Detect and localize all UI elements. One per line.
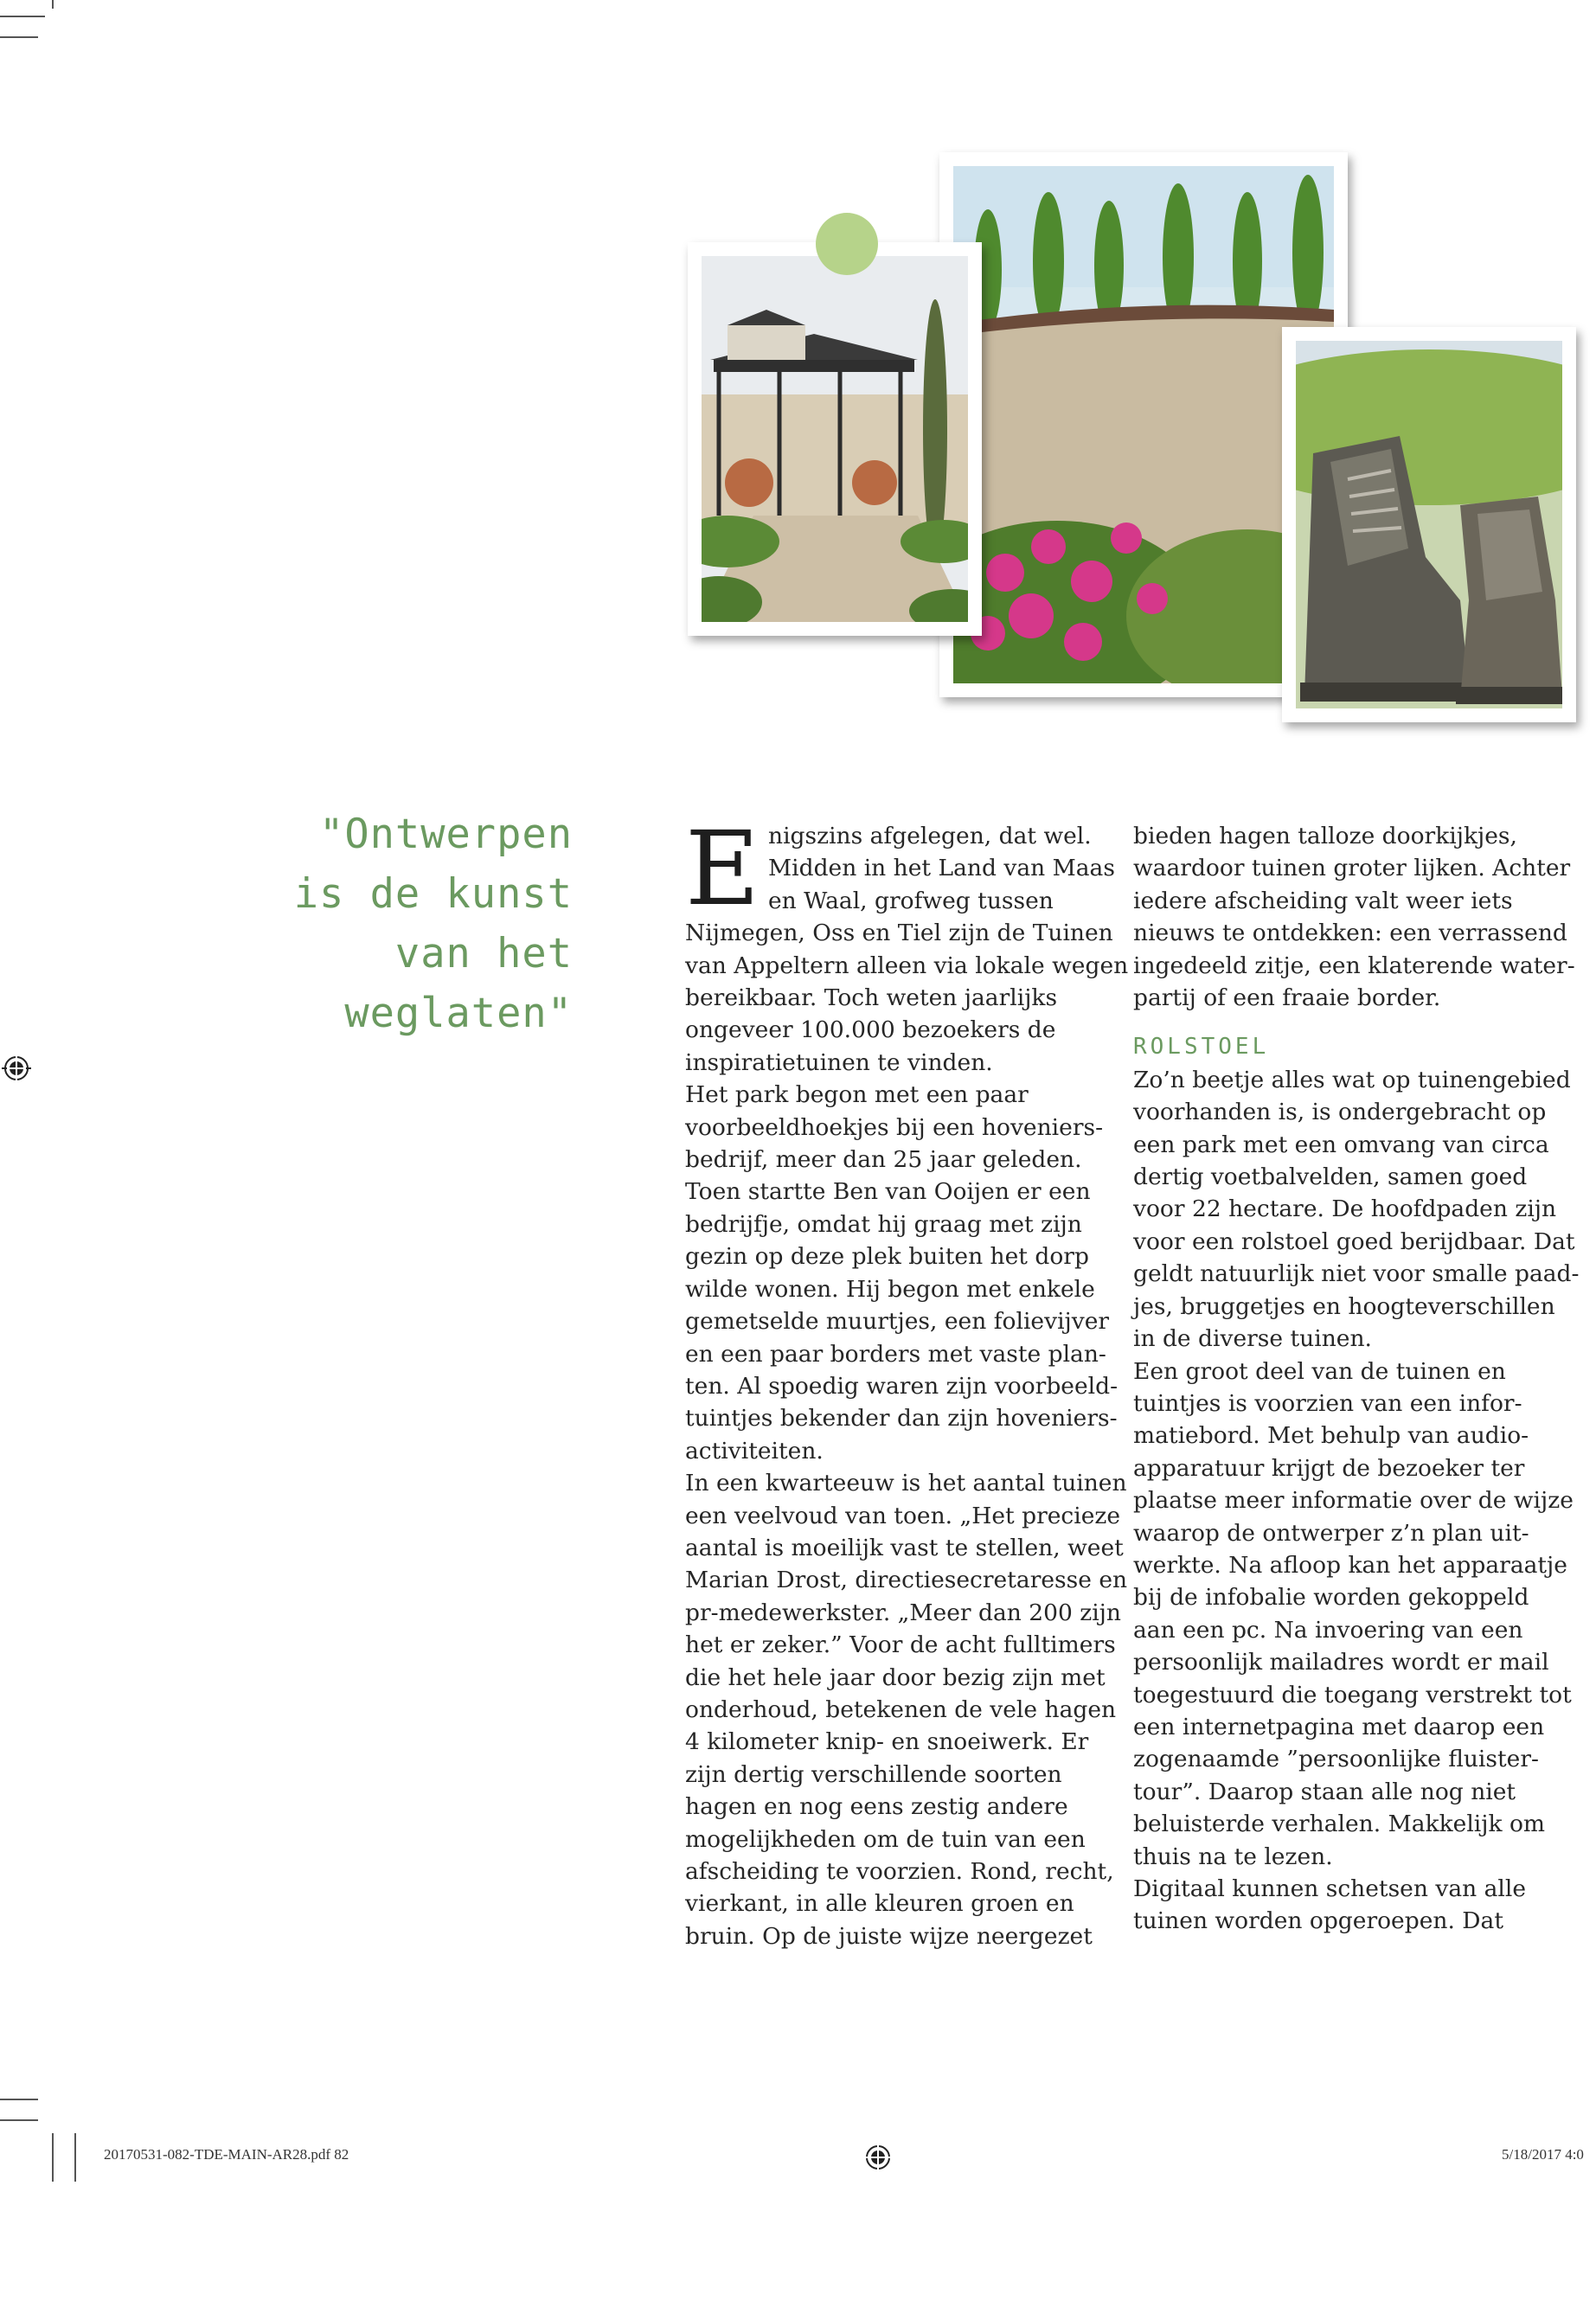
text-line: bieden hagen talloze doorkijkjes, — [1133, 823, 1517, 849]
text-line: ingedeeld zitje, een klaterende water- — [1133, 952, 1575, 979]
text-line: jes, bruggetjes en hoogteverschillen — [1133, 1292, 1555, 1320]
text-line: in de diverse tuinen. — [1133, 1325, 1372, 1353]
text-line: inspiratietuinen te vinden. — [685, 1048, 993, 1076]
text-line: Toen startte Ben van Ooijen er een — [685, 1178, 1091, 1206]
text-line: bruin. Op de juiste wijze neergezet — [685, 1922, 1093, 1950]
article-column-2 — [1133, 820, 1580, 1938]
text-line: Digitaal kunnen schetsen van alle — [1133, 1875, 1527, 1902]
text-line: werkte. Na afloop kan het apparaatje — [1133, 1551, 1567, 1579]
text-line: plaatse meer informatie over de wijze — [1133, 1487, 1574, 1515]
text-line: voorhanden is, is ondergebracht op — [1133, 1099, 1547, 1126]
article-column-1 — [685, 820, 1129, 1952]
text-line: vierkant, in alle kleuren groen en — [685, 1890, 1074, 1918]
text-line: tuinen worden opgeroepen. Dat — [1133, 1907, 1503, 1935]
text-line: aantal is moeilijk vast te stellen, weet — [685, 1534, 1124, 1561]
text-line: een veelvoud van toen. „Het precieze — [685, 1502, 1121, 1529]
hiking-boots-photo — [1282, 327, 1576, 722]
text-line: gemetselde muurtjes, een folievijver — [685, 1308, 1110, 1336]
text-line: een internetpagina met daarop een — [1133, 1713, 1545, 1740]
text-line: ongeveer 100.000 bezoekers de — [685, 1016, 1056, 1044]
pull-quote-line: "Ontwerpen — [319, 811, 573, 858]
text-line: activiteiten. — [685, 1437, 824, 1465]
text-line: Marian Drost, directiesecretaresse en — [685, 1567, 1128, 1594]
footer-filename: 20170531-082-TDE-MAIN-AR28.pdf 82 — [104, 2146, 349, 2163]
text-line: bereikbaar. Toch weten jaarlijks — [685, 984, 1058, 1012]
text-line: persoonlijk mailadres wordt er mail — [1133, 1649, 1549, 1676]
garden-pavilion-photo — [688, 242, 982, 636]
text-line: aan een pc. Na invoering van een — [1133, 1616, 1523, 1644]
text-line: Midden in het Land van Maas — [768, 855, 1115, 882]
text-line: zogenaamde ”persoonlijke fluister- — [1133, 1746, 1539, 1773]
text-line: van Appeltern alleen via lokale wegen — [685, 952, 1129, 979]
text-line: dertig voetbalvelden, samen goed — [1133, 1163, 1528, 1191]
text-line: Een groot deel van de tuinen en — [1133, 1357, 1506, 1385]
text-line: afscheiding te voorzien. Rond, recht, — [685, 1858, 1114, 1885]
text-line: voor een rolstoel goed berijdbaar. Dat — [1133, 1227, 1575, 1255]
text-line: Zo’n beetje alles wat op tuinengebied — [1133, 1066, 1571, 1093]
pull-quote-line: is de kunst — [293, 870, 573, 918]
crop-mark — [0, 2099, 38, 2100]
drop-cap: E — [685, 809, 760, 928]
text-line: voor 22 hectare. De hoofdpaden zijn — [1133, 1195, 1557, 1223]
text-line: iedere afscheiding valt weer iets — [1133, 887, 1513, 914]
text-line: een park met een omvang van circa — [1133, 1131, 1549, 1158]
text-line: waarop de ontwerper z’n plan uit- — [1133, 1519, 1529, 1547]
text-line: ten. Al spoedig waren zijn voorbeeld- — [685, 1372, 1118, 1400]
text-line: gezin op deze plek buiten het dorp — [685, 1243, 1089, 1271]
registration-mark-icon — [863, 2143, 893, 2172]
text-line: nigszins afgelegen, dat wel. — [768, 823, 1092, 849]
text-line: Nijmegen, Oss en Tiel zijn de Tuinen — [685, 920, 1113, 947]
pull-quote — [260, 804, 573, 1043]
text-line: beluisterde verhalen. Makkelijk om — [1133, 1811, 1546, 1838]
crop-mark — [0, 2119, 38, 2121]
text-line: het er zeker.” Voor de acht fulltimers — [685, 1631, 1116, 1659]
pull-quote-line: van het — [394, 930, 573, 977]
text-line: tuintjes is voorzien van een infor- — [1133, 1389, 1522, 1417]
crop-mark — [0, 16, 45, 17]
text-line: hagen en nog eens zestig andere — [685, 1793, 1068, 1821]
crop-mark — [0, 36, 38, 38]
decorative-dot — [816, 213, 878, 275]
registration-mark-icon — [2, 1054, 31, 1083]
text-line: pr-medewerkster. „Meer dan 200 zijn — [685, 1599, 1121, 1626]
text-line: bij de infobalie worden gekoppeld — [1133, 1584, 1529, 1612]
text-line: thuis na te lezen. — [1133, 1843, 1333, 1870]
text-line: matiebord. Met behulp van audio- — [1133, 1422, 1529, 1450]
pull-quote-line: weglaten" — [344, 990, 573, 1037]
text-line: bedrijfje, omdat hij graag met zijn — [685, 1210, 1082, 1238]
text-line: Het park begon met een paar — [685, 1081, 1029, 1109]
text-line: bedrijf, meer dan 25 jaar geleden. — [685, 1146, 1082, 1174]
section-heading: ROLSTOEL — [1133, 1034, 1270, 1061]
text-line: tuintjes bekender dan zijn hoveniers- — [685, 1405, 1118, 1433]
text-line: die het hele jaar door bezig zijn met — [685, 1663, 1106, 1691]
text-line: partij of een fraaie border. — [1133, 984, 1441, 1012]
crop-mark — [52, 2133, 54, 2182]
text-line: en Waal, grofweg tussen — [768, 887, 1054, 914]
footer-date: 5/18/2017 4:0 — [1502, 2146, 1584, 2163]
text-line: In een kwarteeuw is het aantal tuinen — [685, 1470, 1127, 1497]
text-line: onderhoud, betekenen de vele hagen — [685, 1695, 1117, 1723]
text-line: voorbeeldhoekjes bij een hoveniers- — [685, 1113, 1104, 1141]
crop-mark — [74, 2133, 76, 2182]
text-line: waardoor tuinen groter lijken. Achter — [1133, 855, 1571, 882]
text-line: nieuws te ontdekken: een verrassend — [1133, 920, 1567, 947]
text-line: zijn dertig verschillende soorten — [685, 1760, 1062, 1788]
text-line: en een paar borders met vaste plan- — [685, 1340, 1106, 1368]
text-line: tour”. Daarop staan alle nog niet — [1133, 1778, 1516, 1805]
crop-mark — [52, 0, 54, 9]
text-line: wilde wonen. Hij begon met enkele — [685, 1275, 1095, 1303]
text-line: mogelijkheden om de tuin van een — [685, 1825, 1086, 1853]
text-line: apparatuur krijgt de bezoeker ter — [1133, 1454, 1525, 1482]
text-line: 4 kilometer knip- en snoeiwerk. Er — [685, 1728, 1089, 1756]
text-line: geldt natuurlijk niet voor smalle paad- — [1133, 1260, 1580, 1288]
text-line: toegestuurd die toegang verstrekt tot — [1133, 1681, 1572, 1708]
